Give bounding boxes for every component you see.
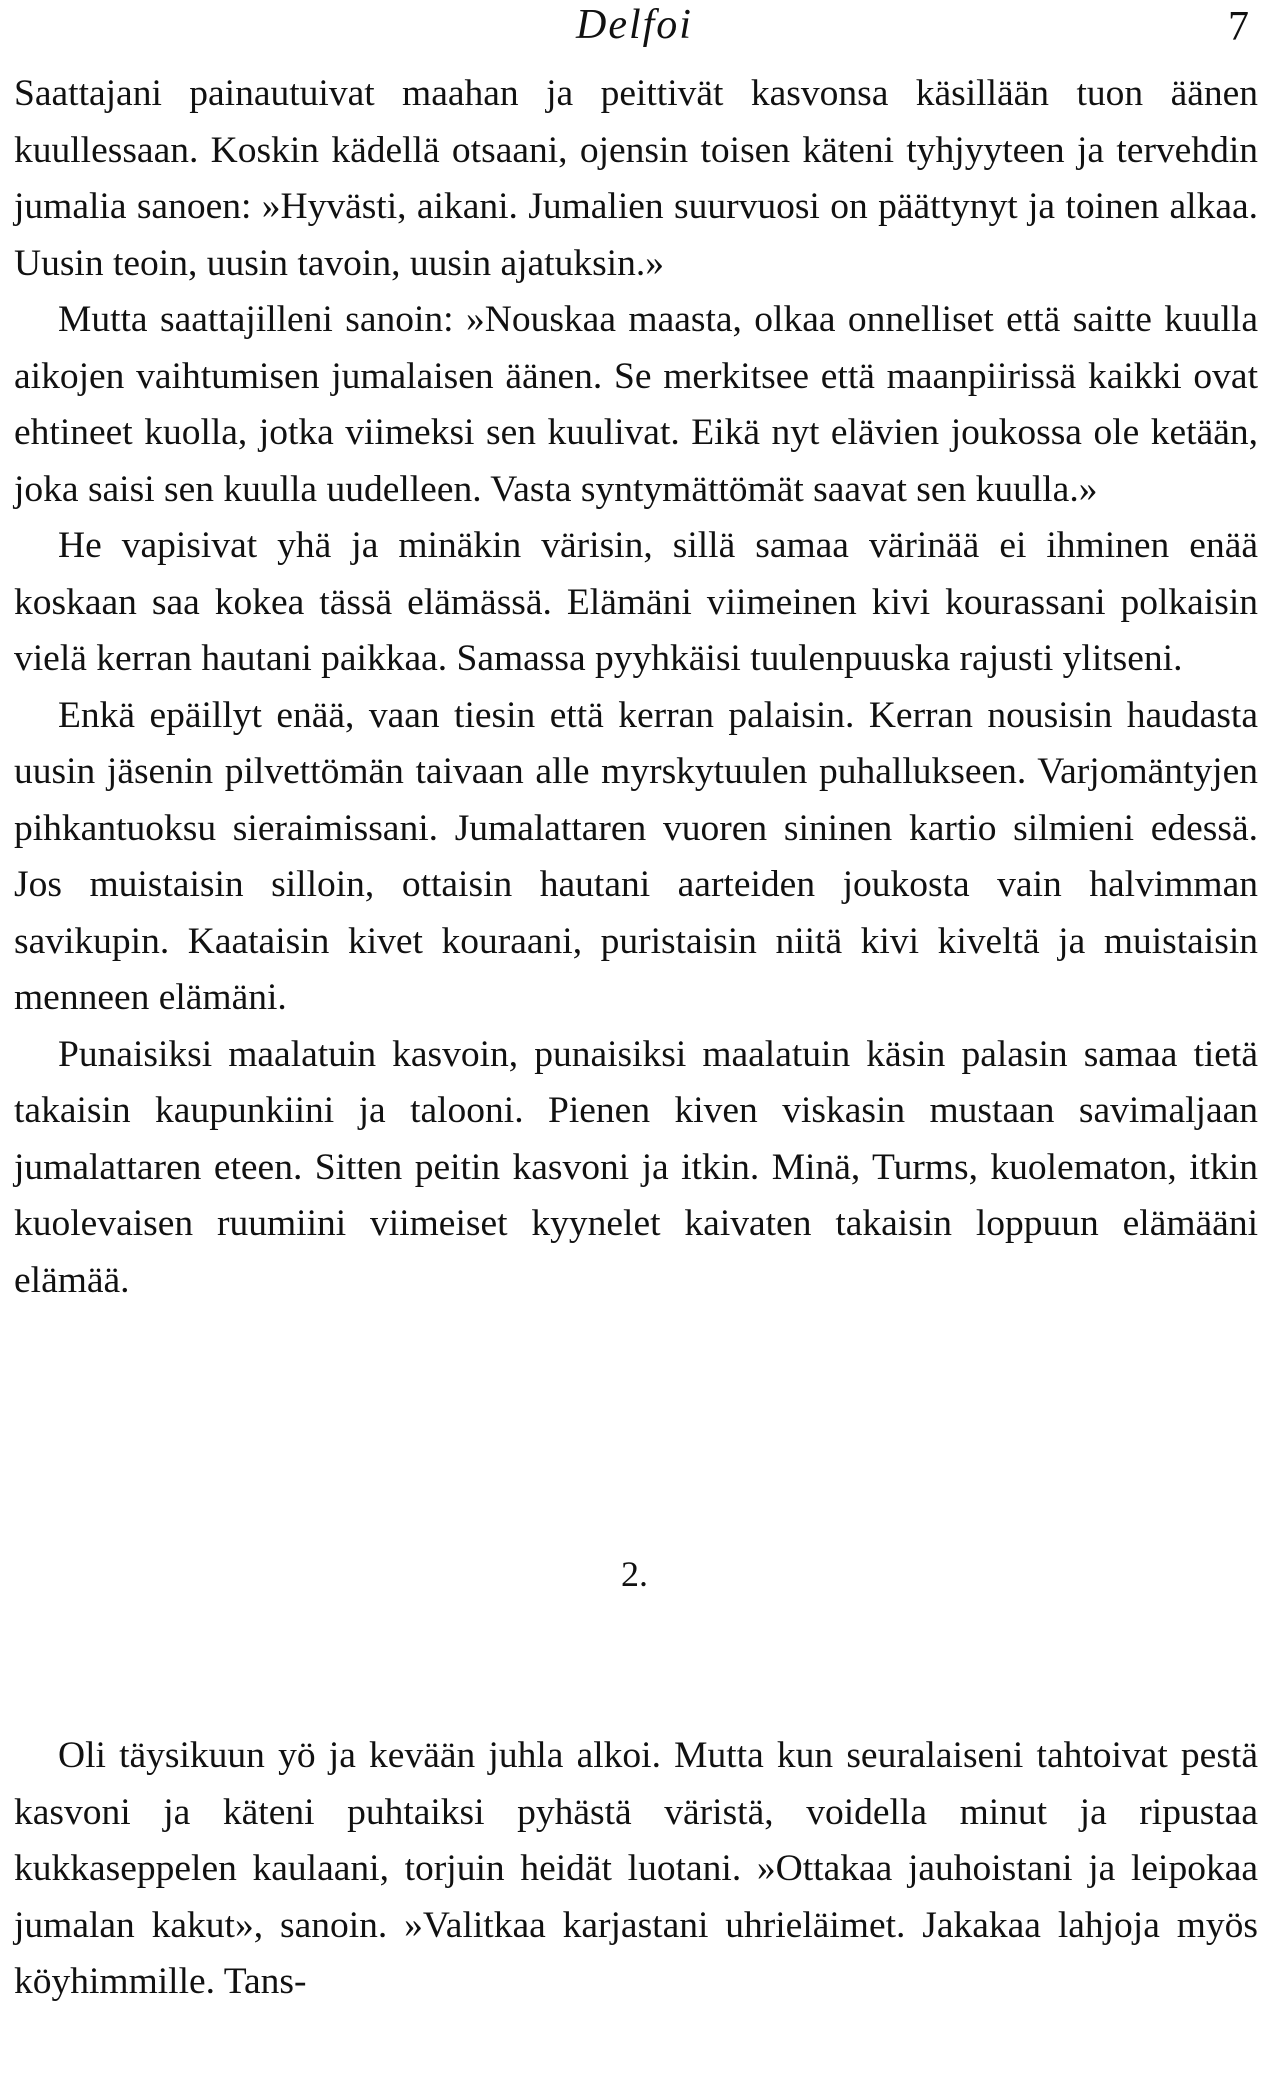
paragraph: Punaisiksi maalatuin kasvoin, punaisiksi maalatuin käsin palasin samaa tietä takaisin kaupunkiini ja talooni. Pienen kiven viskasin mustaan savimaljaan jumalattaren eteen. Sitten peitin kasvoni ja itkin. Minä, Turms, kuolematon, itkin kuolevaisen ruumiini viimeiset kyynelet kaivaten takaisin loppuun elämääni elämää. xyxy=(14,1033,1258,1301)
chapter-text-part-1 xyxy=(14,66,1258,1309)
chapter-text-part-2 xyxy=(14,1728,1258,2011)
paragraph: Oli täysikuun yö ja kevään juhla alkoi. Mutta kun seuralaiseni tahtoivat pestä kasvoni ja käteni puhtaiksi pyhästä väristä, voidella minut ja ripustaa kukkaseppelen kaulaani, torjuin heidät luotani. »Ottakaa jauhoistani ja leipokaa jumalan kakut», sanoin. »Valitkaa karjastani uhrieläimet. Jakakaa lahjoja myös köyhimmille. Tans- xyxy=(14,1735,1258,2002)
paragraph: Saattajani painautuivat maahan ja peittivät kasvonsa käsillään tuon äänen kuullessaan. Koskin kädellä otsaani, ojensin toisen käteni tyhjyyteen ja tervehdin jumalia sanoen: »Hyvästi, aikani. Jumalien suurvuosi on päättynyt ja toinen alkaa. Uusin teoin, uusin tavoin, uusin ajatuksin.» xyxy=(14,73,1258,284)
running-head xyxy=(0,0,1269,60)
paragraph: Enkä epäillyt enää, vaan tiesin että kerran palaisin. Kerran nousisin haudasta uusin jäsenin pilvettömän taivaan alle myrskytuulen puhallukseen. Varjomäntyjen pihkantuoksu sieraimissani. Jumalattaren vuoren sininen kartio silmieni edessä. Jos muistaisin silloin, ottaisin hautani aarteiden joukosta vain halvimman savikupin. Kaataisin kivet kouraani, puristaisin niitä kivi kiveltä ja muistaisin menneen elämäni. xyxy=(14,694,1258,1018)
section-number: 2. xyxy=(621,1554,648,1594)
paragraph: He vapisivat yhä ja minäkin värisin, sillä samaa värinää ei ihminen enää koskaan saa kokea tässä elämässä. Elämäni viimeinen kivi kourassani polkaisin vielä kerran hautani paikkaa. Samassa pyyhkäisi tuulenpuuska rajusti ylitseni. xyxy=(14,525,1258,679)
running-title: Delfoi xyxy=(576,2,693,48)
paragraph: Mutta saattajilleni sanoin: »Nouskaa maasta, olkaa onnelliset että saitte kuulla aikojen vaihtumisen jumalaisen äänen. Se merkitsee että maanpiirissä kaikki ovat ehtineet kuolla, jotka viimeksi sen kuulivat. Eikä nyt elävien joukossa ole ketään, joka saisi sen kuulla uudelleen. Vasta syntymättömät saavat sen kuulla.» xyxy=(14,299,1258,510)
page-number: 7 xyxy=(1228,4,1249,50)
